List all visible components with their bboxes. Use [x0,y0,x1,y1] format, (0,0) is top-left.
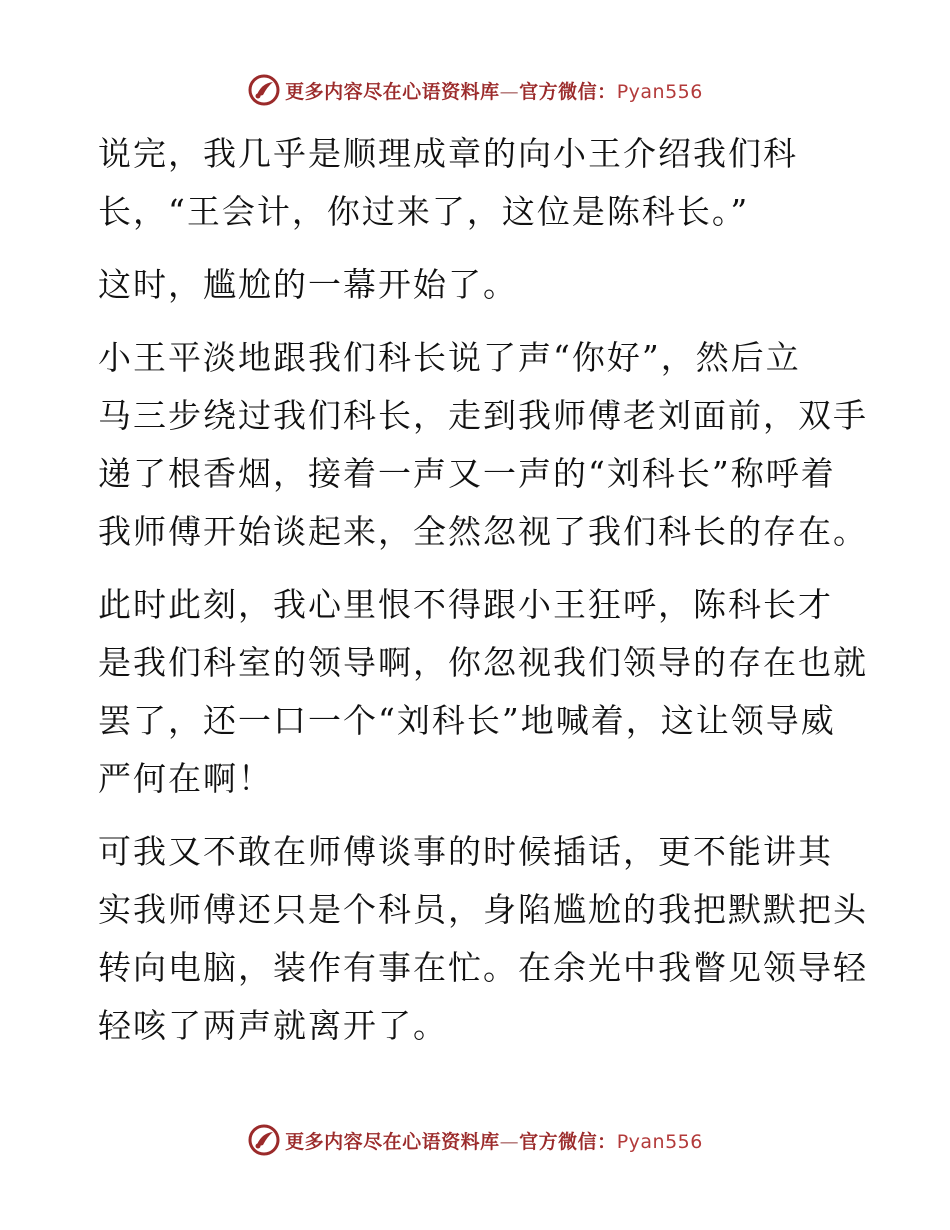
paragraph-line: 转向电脑，装作有事在忙。在余光中我瞥见领导轻 [98,948,868,987]
calligraphy-brush-logo-icon [247,1123,281,1157]
paragraph-line: 我师傅开始谈起来，全然忽视了我们科长的存在。 [98,512,868,551]
paragraph-line: 轻咳了两声就离开了。 [98,1006,448,1045]
footer-banner-text [285,1127,703,1154]
footer-separator: — [499,1130,520,1153]
header-wechat-id: Pyan556 [616,80,703,103]
header-separator: — [499,80,520,103]
paragraph-1 [98,125,858,241]
paragraph-line: 是我们科室的领导啊，你忽视我们领导的存在也就 [98,643,868,682]
paragraph-line: 严何在啊！ [98,759,273,798]
paragraph-line: 马三步绕过我们科长，走到我师傅老刘面前，双手 [98,396,868,435]
header-banner-text [285,77,703,104]
paragraph-line: 实我师傅还只是个科员，身陷尴尬的我把默默把头 [98,890,868,929]
article-body [98,125,868,1070]
header-banner [0,70,950,110]
paragraph-line: 此时此刻，我心里恨不得跟小王狂呼，陈科长才 [98,585,833,624]
footer-banner [0,1120,950,1160]
paragraph-3 [98,329,868,561]
footer-promo: 更多内容尽在心语资料库 [285,1130,500,1153]
paragraph-4 [98,576,868,808]
footer-wechat-id: Pyan556 [616,1130,703,1153]
paragraph-line: 小王平淡地跟我们科长说了声“你好”，然后立 [98,338,801,377]
paragraph-line: 这时，尴尬的一幕开始了。 [98,265,518,304]
paragraph-line: 长，“王会计，你过来了，这位是陈科长。” [98,192,750,231]
header-wechat-label: 官方微信： [519,80,617,103]
paragraph-5 [98,823,868,1055]
footer-wechat-label: 官方微信： [519,1130,617,1153]
paragraph-2 [98,256,858,314]
paragraph-line: 罢了，还一口一个“刘科长”地喊着，这让领导威 [98,701,836,740]
paragraph-line: 说完，我几乎是顺理成章的向小王介绍我们科 [98,134,798,173]
header-promo: 更多内容尽在心语资料库 [285,80,500,103]
paragraph-line: 递了根香烟，接着一声又一声的“刘科长”称呼着 [98,454,836,493]
paragraph-line: 可我又不敢在师傅谈事的时候插话，更不能讲其 [98,832,833,871]
calligraphy-brush-logo-icon [247,73,281,107]
